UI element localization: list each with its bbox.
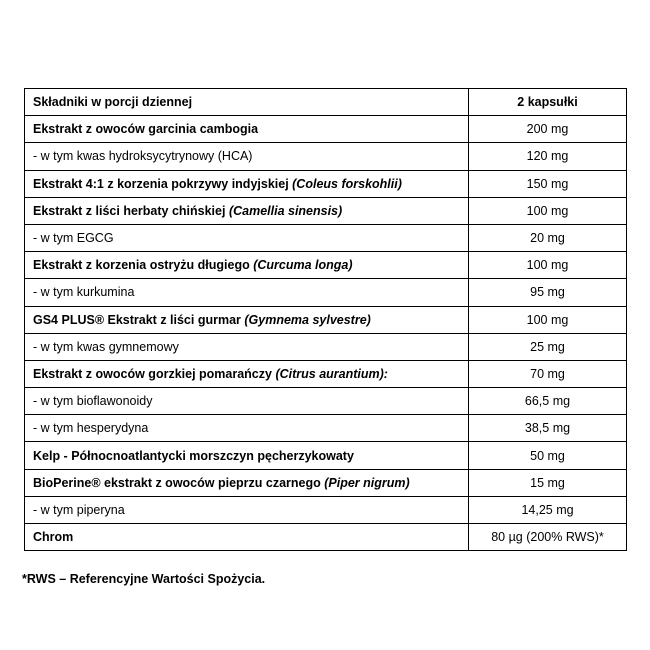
ingredient-dose-cell: 95 mg (469, 279, 627, 306)
header-ingredients-cell: Składniki w porcji dziennej (25, 89, 469, 116)
ingredient-name-cell (25, 116, 469, 143)
ingredient-name: Ekstrakt z owoców garcinia cambogia (33, 122, 259, 137)
ingredient-name: - w tym hesperydyna (33, 421, 149, 436)
ingredient-name-cell (25, 333, 469, 360)
table-row (25, 415, 627, 442)
ingredient-dose-cell: 70 mg (469, 360, 627, 387)
table-row (25, 333, 627, 360)
header-dose-cell: 2 kapsułki (469, 89, 627, 116)
ingredient-name-cell (25, 524, 469, 551)
ingredient-dose-cell: 25 mg (469, 333, 627, 360)
table-header-row (25, 89, 627, 116)
ingredient-name-cell (25, 279, 469, 306)
ingredient-name: - w tym EGCG (33, 231, 114, 246)
ingredient-dose-cell: 66,5 mg (469, 388, 627, 415)
ingredient-name-cell (25, 415, 469, 442)
ingredient-dose-cell: 14,25 mg (469, 496, 627, 523)
table-row (25, 360, 627, 387)
ingredient-name: - w tym kwas hydroksycytrynowy (HCA) (33, 149, 253, 164)
ingredient-name: - w tym bioflawonoidy (33, 394, 153, 409)
ingredient-latin-name: (Coleus forskohlii) (292, 176, 402, 191)
ingredient-name-cell (25, 469, 469, 496)
ingredient-name: GS4 PLUS® Ekstrakt z liści gurmar (33, 312, 245, 327)
footnote: *RWS – Referencyjne Wartości Spożycia. (22, 572, 266, 586)
table-row (25, 197, 627, 224)
ingredient-dose-cell: 100 mg (469, 252, 627, 279)
ingredient-latin-name: (Curcuma longa) (253, 258, 353, 273)
ingredient-name-cell (25, 197, 469, 224)
table-row (25, 252, 627, 279)
ingredient-latin-name: (Camellia sinensis) (228, 203, 343, 218)
ingredient-name: BioPerine® ekstrakt z owoców pieprzu czarnego (33, 475, 325, 490)
ingredient-dose-cell: 100 mg (469, 306, 627, 333)
ingredients-table (24, 88, 627, 551)
ingredient-name: Ekstrakt z liści herbaty chińskiej (33, 203, 229, 218)
table-row (25, 496, 627, 523)
ingredient-name: - w tym kurkumina (33, 285, 135, 300)
ingredient-name-cell (25, 388, 469, 415)
table-row (25, 469, 627, 496)
ingredient-name: Ekstrakt z owoców gorzkiej pomarańczy (33, 366, 276, 381)
ingredient-name-cell (25, 170, 469, 197)
ingredient-name: Ekstrakt z korzenia ostryżu długiego (33, 258, 254, 273)
ingredient-dose-cell: 50 mg (469, 442, 627, 469)
ingredient-name-cell (25, 442, 469, 469)
ingredients-table-body (25, 89, 627, 551)
table-row (25, 170, 627, 197)
ingredient-name: - w tym piperyna (33, 502, 125, 517)
table-row (25, 388, 627, 415)
ingredient-name: Kelp - Północnoatlantycki morszczyn pęcherzykowaty (33, 448, 354, 463)
ingredient-name: Chrom (33, 530, 74, 545)
ingredient-name-cell (25, 360, 469, 387)
ingredient-name: - w tym kwas gymnemowy (33, 339, 179, 354)
ingredients-table-container (24, 88, 626, 551)
ingredient-name-cell (25, 143, 469, 170)
ingredient-name-cell (25, 252, 469, 279)
ingredient-name-cell (25, 224, 469, 251)
table-row (25, 524, 627, 551)
ingredient-dose-cell: 20 mg (469, 224, 627, 251)
table-row (25, 279, 627, 306)
ingredient-dose-cell: 120 mg (469, 143, 627, 170)
ingredient-dose-cell: 38,5 mg (469, 415, 627, 442)
ingredient-name: Ekstrakt 4:1 z korzenia pokrzywy indyjskiej (33, 176, 293, 191)
ingredient-dose-cell: 15 mg (469, 469, 627, 496)
ingredient-dose-cell: 100 mg (469, 197, 627, 224)
ingredient-name-cell (25, 496, 469, 523)
ingredient-latin-name: (Citrus aurantium): (275, 366, 388, 381)
ingredient-dose-cell: 150 mg (469, 170, 627, 197)
table-row (25, 224, 627, 251)
table-row (25, 143, 627, 170)
ingredient-latin-name: (Gymnema sylvestre) (244, 312, 371, 327)
ingredient-name-cell (25, 306, 469, 333)
table-row (25, 442, 627, 469)
table-row (25, 116, 627, 143)
table-row (25, 306, 627, 333)
ingredient-dose-cell: 200 mg (469, 116, 627, 143)
ingredient-latin-name: (Piper nigrum) (324, 475, 410, 490)
ingredient-dose-cell: 80 µg (200% RWS)* (469, 524, 627, 551)
